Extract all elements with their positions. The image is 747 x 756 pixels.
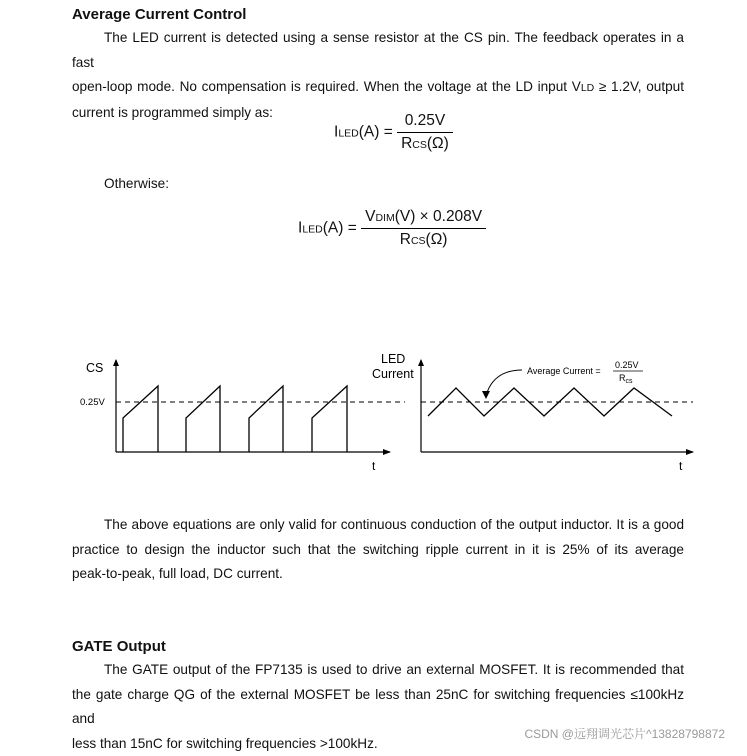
eq-symbol: I bbox=[298, 219, 303, 237]
paragraph-line: practice to design the inductor such that the switching ripple current in it is 25% of its average bbox=[72, 541, 684, 557]
average-current-pointer-arrowhead bbox=[482, 391, 490, 399]
equation-iled-simple bbox=[334, 112, 453, 153]
eq-fraction bbox=[361, 208, 486, 249]
csdn-watermark: CSDN @远翔调光芯片^13828798872 bbox=[524, 727, 725, 741]
subscript: LD bbox=[580, 82, 595, 94]
led-y-label-line1: LED bbox=[381, 352, 406, 366]
paragraph-line: the gate charge QG of the external MOSFET be less than 25nC for switching frequencies ≤100kHz and bbox=[72, 686, 684, 726]
eq-symbol: (Ω) bbox=[425, 231, 448, 248]
eq-subscript: CS bbox=[412, 139, 427, 151]
eq-symbol: (A) = bbox=[358, 123, 393, 141]
otherwise-label: Otherwise: bbox=[104, 176, 169, 191]
waveform-diagram bbox=[0, 340, 747, 480]
eq-subscript: CS bbox=[410, 235, 426, 247]
paragraph-line: current is programmed simply as: bbox=[72, 104, 273, 120]
eq-symbol: (V) × 0.208V bbox=[394, 208, 483, 225]
eq-denominator bbox=[361, 229, 486, 249]
cs-x-label: t bbox=[372, 459, 376, 473]
eq-symbol: (Ω) bbox=[426, 135, 449, 152]
eq-symbol: R bbox=[399, 231, 411, 248]
section-heading-average-current-control: Average Current Control bbox=[72, 6, 247, 23]
cs-y-label: CS bbox=[86, 361, 104, 375]
average-current-numerator: 0.25V bbox=[615, 360, 639, 370]
eq-subscript: DIM bbox=[375, 212, 395, 224]
eq-symbol: I bbox=[334, 123, 339, 141]
led-y-axis-arrow bbox=[418, 359, 424, 366]
average-current-pointer-arrow bbox=[486, 370, 522, 396]
average-current-denominator: $R_{cs}$ bbox=[619, 373, 633, 385]
eq-numerator bbox=[361, 208, 486, 229]
led-x-label: t bbox=[679, 459, 683, 473]
eq-symbol: R bbox=[401, 135, 413, 152]
paragraph-validity-note bbox=[72, 513, 684, 587]
eq-numerator: 0.25V bbox=[397, 112, 453, 133]
cs-y-axis-arrow bbox=[113, 359, 119, 366]
eq-fraction bbox=[397, 112, 453, 153]
eq-subscript: LED bbox=[302, 223, 323, 236]
paragraph-led-current bbox=[72, 26, 684, 125]
paragraph-line: peak-to-peak, full load, DC current. bbox=[72, 566, 283, 581]
average-current-label: Average Current = bbox=[527, 366, 601, 376]
eq-symbol: (A) = bbox=[322, 219, 357, 237]
led-x-axis-arrow bbox=[686, 449, 694, 455]
paragraph-line: ≥ 1.2V, output bbox=[594, 79, 684, 94]
paragraph-line: open-loop mode. No compensation is required. When the voltage at the LD input V bbox=[72, 79, 581, 94]
led-current-waveform-plot bbox=[372, 352, 694, 473]
cs-x-axis-arrow bbox=[383, 449, 391, 455]
cs-reference-label: 0.25V bbox=[80, 397, 105, 408]
cs-sawtooth-trace bbox=[123, 386, 347, 452]
section-heading-gate-output: GATE Output bbox=[72, 638, 166, 655]
eq-denominator bbox=[397, 133, 453, 153]
paragraph-line: less than 15nC for switching frequencies >100kHz. bbox=[72, 735, 378, 751]
paragraph-line: The GATE output of the FP7135 is used to drive an external MOSFET. It is recommended that bbox=[104, 662, 684, 677]
led-y-label-line2: Current bbox=[372, 367, 414, 381]
paragraph-line: The above equations are only valid for continuous conduction of the output inductor. It is a good bbox=[104, 517, 684, 532]
eq-subscript: LED bbox=[338, 127, 359, 140]
paragraph-line: The LED current is detected using a sense resistor at the CS pin. The feedback operates in a fast bbox=[72, 30, 684, 70]
equation-iled-dim bbox=[298, 208, 486, 249]
cs-waveform-plot bbox=[80, 359, 405, 473]
eq-symbol: V bbox=[365, 208, 376, 225]
